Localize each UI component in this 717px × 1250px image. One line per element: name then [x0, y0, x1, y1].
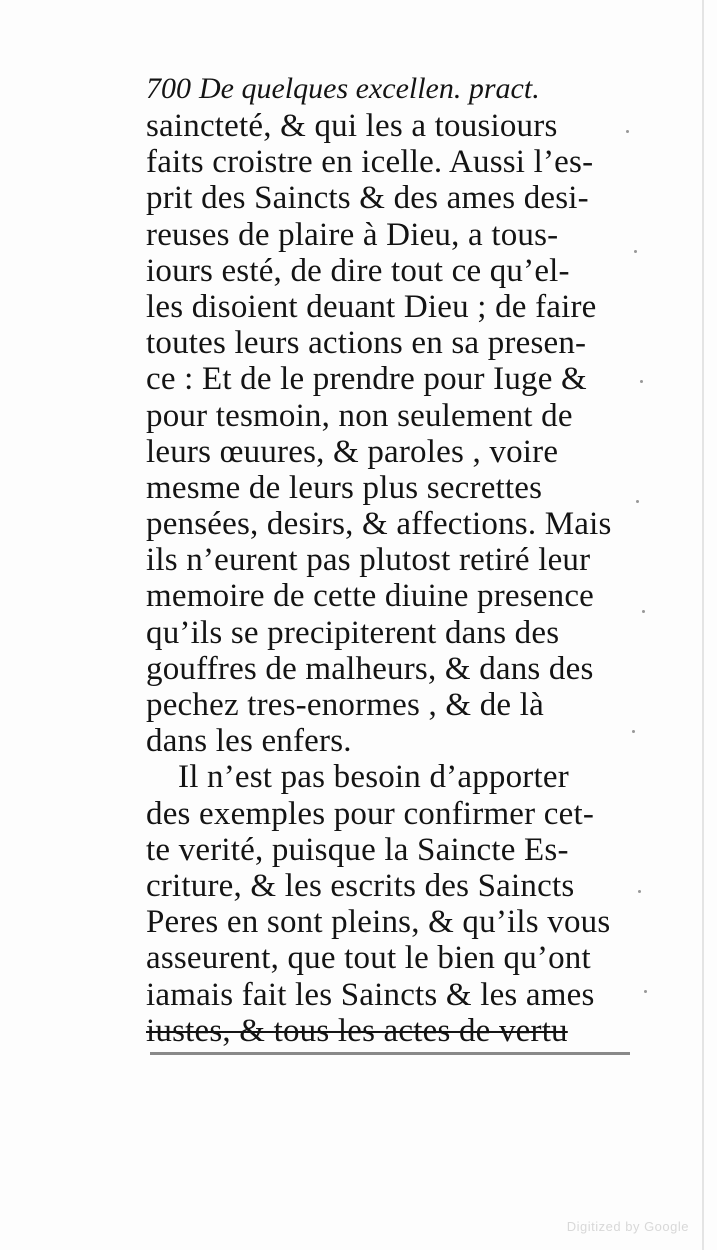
- ink-speck: [644, 990, 647, 993]
- ink-speck: [642, 610, 645, 613]
- text-line: gouffres de malheurs, & dans des: [146, 650, 594, 687]
- text-line: Peres en sont pleins, & qu’ils vous: [146, 904, 611, 941]
- text-line: Il n’est pas besoin d’apporter: [178, 759, 569, 796]
- text-line: pensées, desirs, & affections. Mais: [146, 506, 612, 543]
- text-line: des exemples pour confirmer cet-: [146, 795, 595, 832]
- text-line: iamais fait les Saincts & les ames: [146, 976, 595, 1013]
- text-line: toutes leurs actions en sa presen-: [146, 325, 587, 362]
- text-line: dans les enfers.: [146, 723, 352, 760]
- text-line: qu’ils se precipiterent dans des: [146, 614, 560, 651]
- running-head: [146, 70, 646, 108]
- page-number: 700: [146, 72, 191, 105]
- ink-speck: [638, 890, 641, 893]
- ink-speck: [640, 380, 643, 383]
- text-line: pour tesmoin, non seulement de: [146, 397, 573, 434]
- text-block: [146, 70, 646, 1049]
- bottom-rule: [150, 1052, 630, 1055]
- text-line: mesme de leurs plus secrettes: [146, 469, 543, 506]
- text-line: te verité, puisque la Saincte Es-: [146, 831, 569, 868]
- text-line: iustes, & tous les actes de vertu: [146, 1012, 568, 1049]
- ink-speck: [636, 500, 639, 503]
- text-line: saincteté, & qui les a tousiours: [146, 108, 558, 144]
- text-line: iours esté, de dire tout ce qu’el-: [146, 252, 570, 289]
- text-line: asseurent, que tout le bien qu’ont: [146, 940, 591, 977]
- paragraph-2: [146, 759, 646, 1049]
- text-line: les disoient deuant Dieu ; de faire: [146, 288, 597, 325]
- page-edge: [702, 0, 704, 1250]
- paragraph-1: [146, 108, 646, 759]
- text-line: prit des Saincts & des ames desi-: [146, 180, 589, 217]
- digitization-watermark: Digitized by Google: [566, 1219, 689, 1234]
- text-line: memoire de cette diuine presence: [146, 578, 595, 615]
- text-line: faits croistre en icelle. Aussi l’es-: [146, 144, 594, 181]
- text-line: reuses de plaire à Dieu, a tous-: [146, 216, 559, 253]
- running-head-title: De quelques excellen. pract.: [199, 72, 540, 105]
- text-line: pechez tres-enormes , & de là: [146, 687, 544, 723]
- ink-speck: [626, 130, 629, 133]
- text-line: ils n’eurent pas plutost retiré leur: [146, 542, 591, 579]
- text-line: leurs œuures, & paroles , voire: [146, 433, 559, 470]
- ink-speck: [634, 250, 637, 253]
- ink-speck: [632, 730, 635, 733]
- text-line: ce : Et de le prendre pour Iuge &: [146, 361, 587, 398]
- text-line: criture, & les escrits des Saincts: [146, 867, 575, 904]
- margin-specks: [620, 90, 660, 1070]
